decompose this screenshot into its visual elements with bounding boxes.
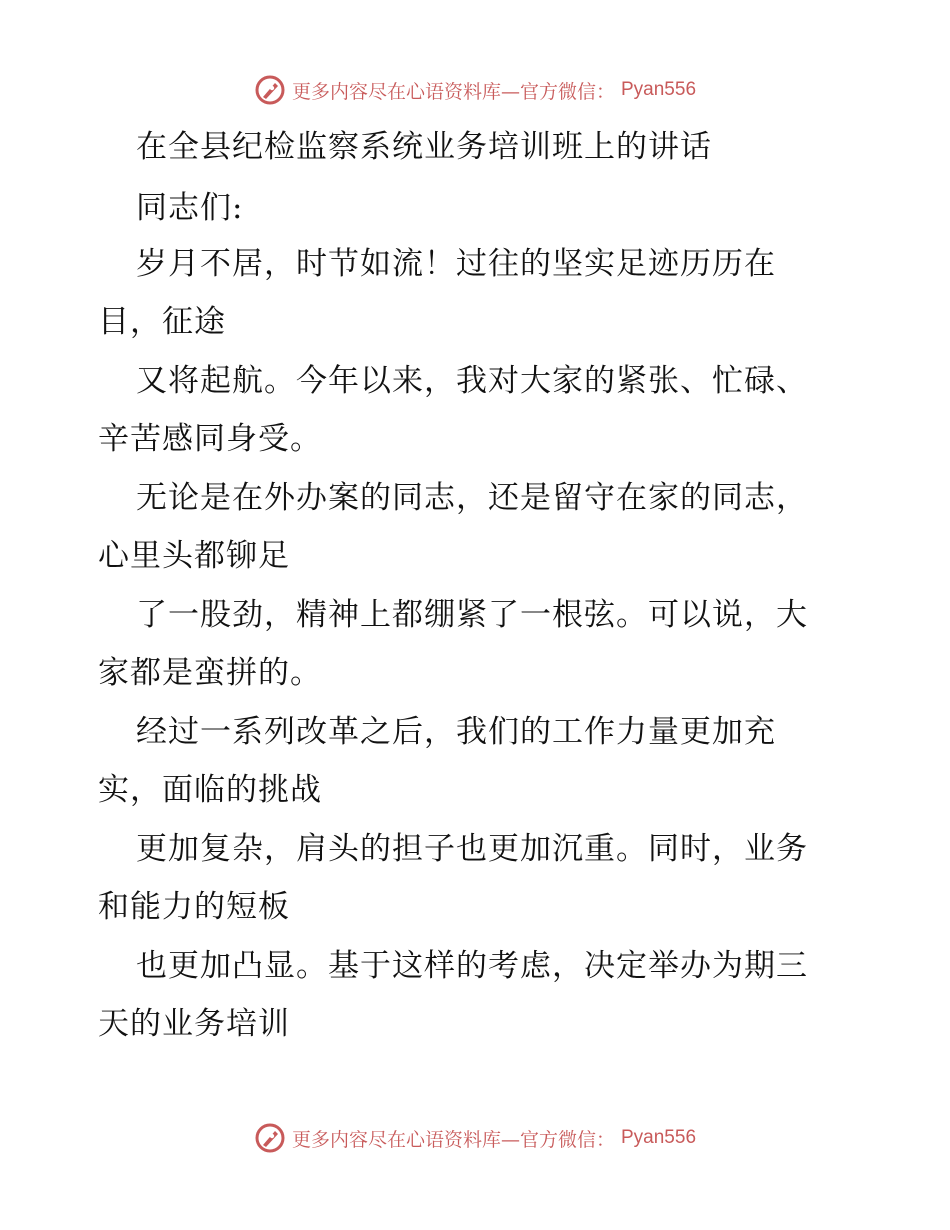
- paragraph-line: 家都是蛮拼的。: [98, 655, 322, 691]
- watermark-text: 更多内容尽在心语资料库—官方微信：: [291, 80, 615, 103]
- quill-logo-icon: [254, 1122, 286, 1154]
- paragraph-line: 了一股劲，精神上都绷紧了一根弦。可以说，大: [136, 597, 808, 633]
- paragraph-line: 目，征途: [98, 304, 226, 340]
- paragraph-line: 又将起航。今年以来，我对大家的紧张、忙碌、: [136, 363, 808, 399]
- paragraph-line: 更加复杂，肩头的担子也更加沉重。同时，业务: [136, 831, 808, 867]
- paragraph-line: 也更加凸显。基于这样的考虑，决定举办为期三: [136, 948, 808, 984]
- quill-logo-icon: [254, 74, 286, 106]
- paragraph-line: 岁月不居，时节如流！过往的坚实足迹历历在: [136, 246, 776, 282]
- paragraph-line: 和能力的短板: [98, 889, 290, 925]
- paragraph-line: 无论是在外办案的同志，还是留守在家的同志，: [136, 480, 808, 516]
- salutation: 同志们:: [136, 190, 244, 226]
- paragraph-line: 经过一系列改革之后，我们的工作力量更加充: [136, 714, 776, 750]
- footer-watermark: [0, 1118, 950, 1158]
- paragraph-line: 实，面临的挑战: [98, 772, 322, 808]
- paragraph-line: 天的业务培训: [98, 1006, 290, 1042]
- watermark-handle: Pyan556: [621, 79, 697, 100]
- paragraph-line: 辛苦感同身受。: [98, 421, 322, 457]
- paragraph-line: 心里头都铆足: [98, 538, 290, 574]
- header-watermark: [0, 70, 950, 110]
- document-title: 在全县纪检监察系统业务培训班上的讲话: [136, 129, 712, 165]
- watermark-text: 更多内容尽在心语资料库—官方微信：: [291, 1128, 615, 1151]
- watermark-handle: Pyan556: [621, 1127, 697, 1148]
